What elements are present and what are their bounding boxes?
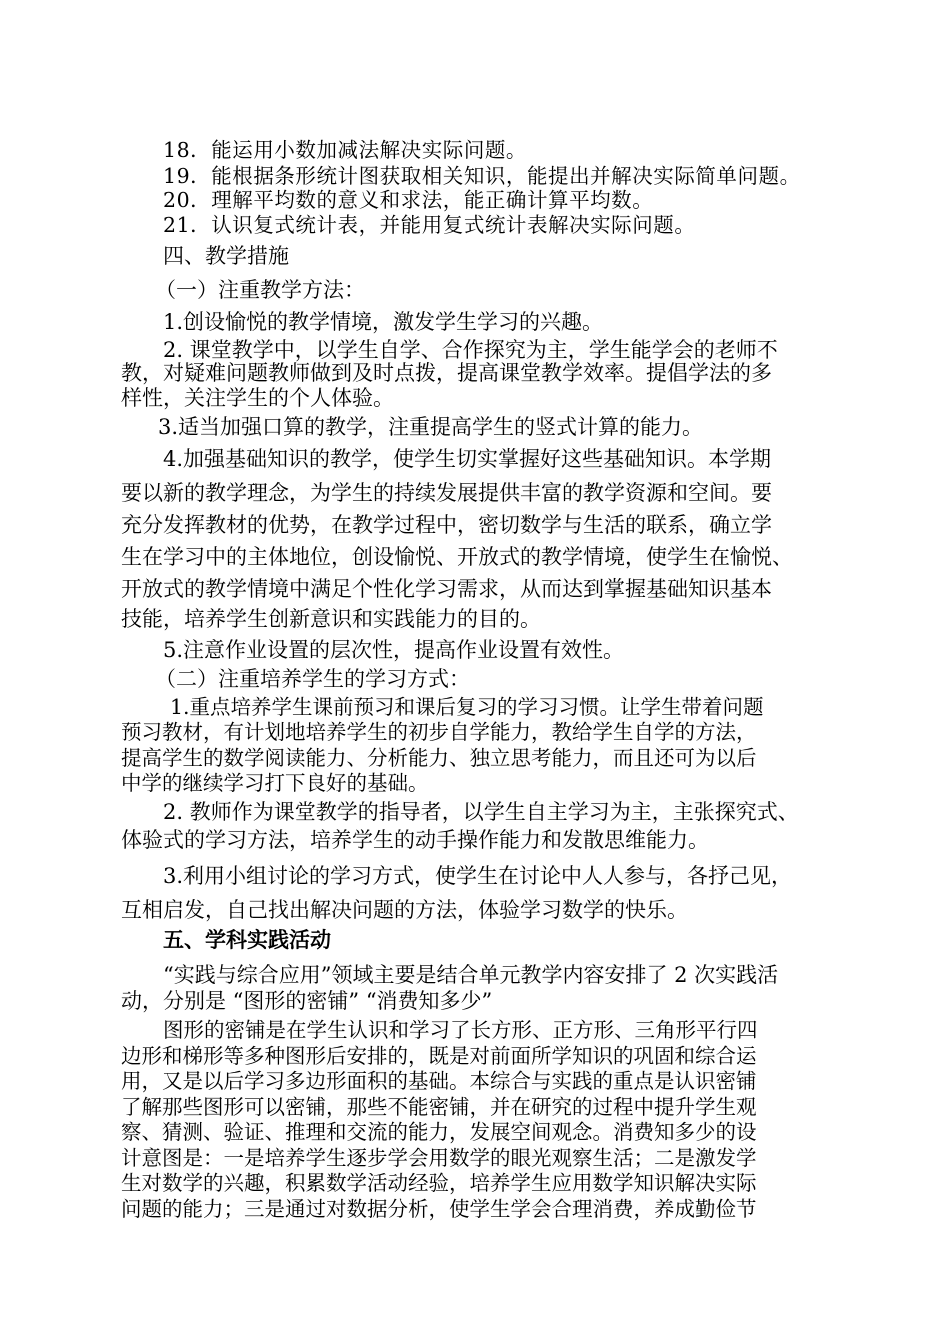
paragraph-line: 了解那些图形可以密铺，那些不能密铺，并在研究的过程中提升学生观 (121, 1095, 757, 1119)
paragraph-line: 1.重点培养学生课前预习和课后复习的学习习惯。让学生带着问题 (170, 695, 764, 719)
paragraph-line: 察、猜测、验证、推理和交流的能力，发展空间观念。消费知多少的设 (121, 1120, 757, 1144)
paragraph-line: 2. 课堂教学中，以学生自学、合作探究为主，学生能学会的老师不 (163, 338, 778, 362)
paragraph-line: 3.利用小组讨论的学习方式，使学生在讨论中人人参与，各抒己见， (163, 864, 793, 888)
paragraph-line: 要以新的教学理念，为学生的持续发展提供丰富的教学资源和空间。要 (121, 481, 772, 505)
subsection-heading-2: （二）注重培养学生的学习方式： (155, 667, 470, 691)
list-item-21: 21．认识复式统计表，并能用复式统计表解决实际问题。 (163, 213, 696, 237)
paragraph-line: 生对数学的兴趣，积累数学活动经验，培养学生应用数学知识解决实际 (121, 1171, 757, 1195)
paragraph-line: 技能，培养学生创新意识和实践能力的目的。 (121, 607, 541, 631)
paragraph-line: 计意图是：一是培养学生逐步学会用数学的眼光观察生活；二是激发学 (121, 1146, 757, 1170)
paragraph-line: 问题的能力；三是通过对数据分析，使学生学会合理消费，养成勤俭节 (121, 1197, 757, 1221)
paragraph-line: 1.创设愉悦的教学情境，激发学生学习的兴趣。 (163, 310, 604, 334)
paragraph-line: 教，对疑难问题教师做到及时点拨，提高课堂教学效率。提倡学法的多 (121, 361, 772, 385)
paragraph-line: 图形的密铺是在学生认识和学习了长方形、正方形、三角形平行四 (163, 1018, 758, 1042)
paragraph-line: 5.注意作业设置的层次性，提高作业设置有效性。 (163, 638, 625, 662)
section-heading-4: 四、教学措施 (163, 244, 289, 268)
paragraph-line: 3.适当加强口算的教学，注重提高学生的竖式计算的能力。 (158, 415, 704, 439)
paragraph-line: 预习教材，有计划地培养学生的初步自学能力，教给学生自学的方法， (121, 720, 757, 744)
paragraph-line: “实践与综合应用”领域主要是结合单元教学内容安排了 2 次实践活 (163, 963, 779, 987)
paragraph-line: 动，分别是 “图形的密铺” “消费知多少” (121, 989, 493, 1013)
paragraph-line: 开放式的教学情境中满足个性化学习需求，从而达到掌握基础知识基本 (121, 577, 772, 601)
list-item-19: 19．能根据条形统计图获取相关知识，能提出并解决实际简单问题。 (163, 164, 801, 188)
paragraph-line: 中学的继续学习打下良好的基础。 (121, 771, 429, 795)
list-item-20: 20．理解平均数的意义和求法，能正确计算平均数。 (163, 188, 654, 212)
paragraph-line: 提高学生的数学阅读能力、分析能力、独立思考能力，而且还可为以后 (121, 746, 757, 770)
paragraph-line: 样性，关注学生的个人体验。 (121, 386, 394, 410)
section-heading-5: 五、学科实践活动 (163, 927, 331, 952)
paragraph-line: 边形和梯形等多种图形后安排的，既是对前面所学知识的巩固和综合运 (121, 1044, 757, 1068)
paragraph-line: 4.加强基础知识的教学，使学生切实掌握好这些基础知识。本学期 (163, 447, 772, 471)
paragraph-line: 用，又是以后学习多边形面积的基础。本综合与实践的重点是认识密铺 (121, 1069, 757, 1093)
subsection-heading-1: （一）注重教学方法： (155, 278, 365, 302)
list-item-18: 18．能运用小数加减法解决实际问题。 (163, 138, 527, 162)
paragraph-line: 互相启发，自己找出解决问题的方法，体验学习数学的快乐。 (121, 898, 688, 922)
paragraph-line: 2. 教师作为课堂教学的指导者，以学生自主学习为主，主张探究式、 (163, 800, 799, 824)
paragraph-line: 体验式的学习方法，培养学生的动手操作能力和发散思维能力。 (121, 828, 709, 852)
paragraph-line: 生在学习中的主体地位，创设愉悦、开放式的教学情境，使学生在愉悦、 (121, 545, 793, 569)
paragraph-line: 充分发挥教材的优势，在教学过程中，密切数学与生活的联系，确立学 (121, 513, 772, 537)
